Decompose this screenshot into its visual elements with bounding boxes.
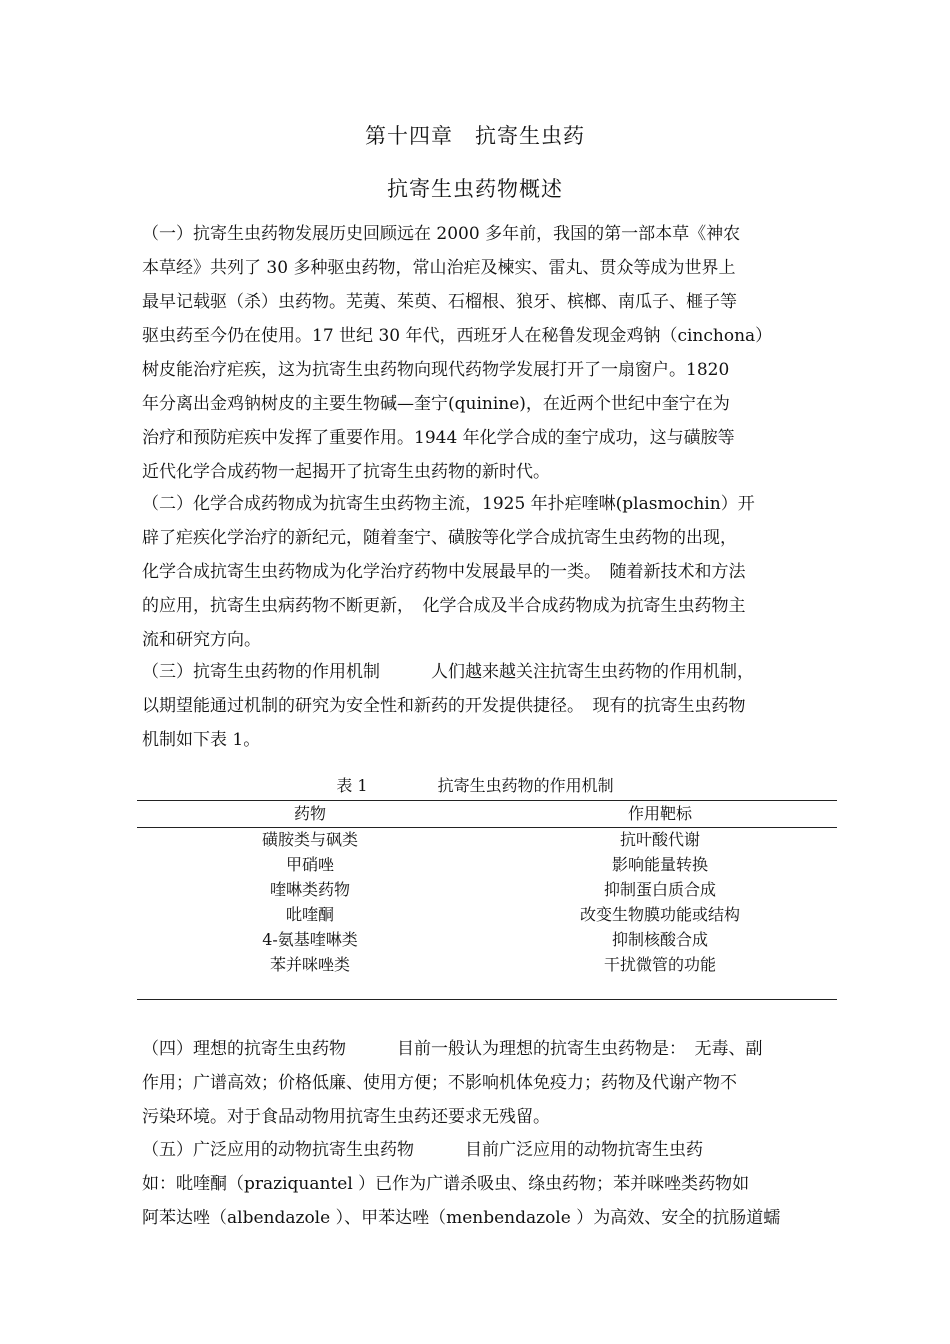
paragraph-line: 驱虫药至今仍在使用。17 世纪 30 年代，西班牙人在秘鲁发现金鸡钠（cinchona） — [142, 326, 773, 346]
paragraph-synthesis — [142, 487, 812, 657]
paragraph-line: 年分离出金鸡钠树皮的主要生物碱—奎宁(quinine)，在近两个世纪中奎宁在为 — [142, 394, 730, 414]
paragraph-history — [142, 217, 812, 489]
paragraph-line: 治疗和预防疟疾中发挥了重要作用。1944 年化学合成的奎宁成功，这与磺胺等 — [142, 428, 735, 448]
table-cell-drug: 磺胺类与砜类 — [261, 830, 358, 849]
paragraph-line: （二）化学合成药物成为抗寄生虫药物主流，1925 年扑疟喹啉(plasmochin）开 — [142, 494, 755, 514]
paragraph-line: 流和研究方向。 — [142, 630, 261, 650]
paragraph-line: 近代化学合成药物一起揭开了抗寄生虫药物的新时代。 — [142, 462, 550, 482]
paragraph-line: （四）理想的抗寄生虫药物 目前一般认为理想的抗寄生虫药物是： 无毒、副 — [142, 1039, 763, 1059]
table-header-drug: 药物 — [293, 804, 326, 823]
paragraph-line: 的应用，抗寄生虫病药物不断更新， 化学合成及半合成药物成为抗寄生虫药物主 — [142, 596, 746, 616]
table-cell-drug: 苯并咪唑类 — [269, 955, 350, 974]
paragraph-mechanism — [142, 655, 812, 757]
table-cell-target: 改变生物膜功能或结构 — [579, 905, 740, 924]
table-cell-target: 抗叶酸代谢 — [619, 830, 700, 849]
section-title: 抗寄生虫药物概述 — [387, 177, 563, 201]
paragraph-line: 本草经》共列了 30 多种驱虫药物，常山治疟及楝实、雷丸、贯众等成为世界上 — [142, 258, 736, 278]
table-cell-drug: 吡喹酮 — [285, 905, 334, 924]
paragraph-line: 污染环境。对于食品动物用抗寄生虫药还要求无残留。 — [142, 1107, 550, 1127]
table-caption-title: 抗寄生虫药物的作用机制 — [437, 776, 614, 795]
paragraph-line: 树皮能治疗疟疾，这为抗寄生虫药物向现代药物学发展打开了一扇窗户。1820 — [142, 360, 730, 380]
table-caption-label: 表 1 — [336, 776, 368, 795]
paragraph-common-drugs — [142, 1133, 812, 1235]
paragraph-ideal-drug — [142, 1032, 812, 1134]
table-header-target: 作用靶标 — [627, 804, 692, 823]
chapter-title: 第十四章 抗寄生虫药 — [365, 124, 585, 148]
table-cell-drug: 喹啉类药物 — [269, 880, 350, 899]
table-cell-target: 抑制蛋白质合成 — [603, 880, 716, 899]
paragraph-line: （三）抗寄生虫药物的作用机制 人们越来越关注抗寄生虫药物的作用机制， — [142, 662, 754, 682]
table-cell-drug: 4-氨基喹啉类 — [262, 930, 358, 949]
table-caption — [0, 776, 950, 796]
paragraph-line: 机制如下表 1。 — [142, 730, 261, 750]
paragraph-line: 以期望能通过机制的研究为安全性和新药的开发提供捷径。 现有的抗寄生虫药物 — [142, 696, 746, 716]
paragraph-line: （一）抗寄生虫药物发展历史回顾远在 2000 多年前，我国的第一部本草《神农 — [142, 224, 741, 244]
paragraph-line: 作用；广谱高效；价格低廉、使用方便；不影响机体免疫力；药物及代谢产物不 — [142, 1073, 737, 1093]
paragraph-line: 辟了疟疾化学治疗的新纪元，随着奎宁、磺胺等化学合成抗寄生虫药物的出现， — [142, 528, 737, 548]
paragraph-line: 如：吡喹酮（praziquantel ）已作为广谱杀吸虫、绦虫药物；苯并咪唑类药物如 — [142, 1174, 750, 1194]
paragraph-line: 最早记载驱（杀）虫药物。芜荑、茱萸、石榴根、狼牙、槟榔、南瓜子、榧子等 — [142, 292, 737, 312]
table-bottom-rule — [137, 999, 837, 1000]
paragraph-line: （五）广泛应用的动物抗寄生虫药物 目前广泛应用的动物抗寄生虫药 — [142, 1140, 703, 1160]
table-cell-target: 影响能量转换 — [611, 855, 708, 874]
table-cell-drug: 甲硝唑 — [285, 855, 334, 874]
table-cell-target: 抑制核酸合成 — [611, 930, 708, 949]
paragraph-line: 化学合成抗寄生虫药物成为化学治疗药物中发展最早的一类。 随着新技术和方法 — [142, 562, 746, 582]
paragraph-line: 阿苯达唑（albendazole ）、甲苯达唑（menbendazole ）为高效、安全的抗肠道蠕 — [142, 1208, 781, 1228]
table-cell-target: 干扰微管的功能 — [603, 955, 716, 974]
